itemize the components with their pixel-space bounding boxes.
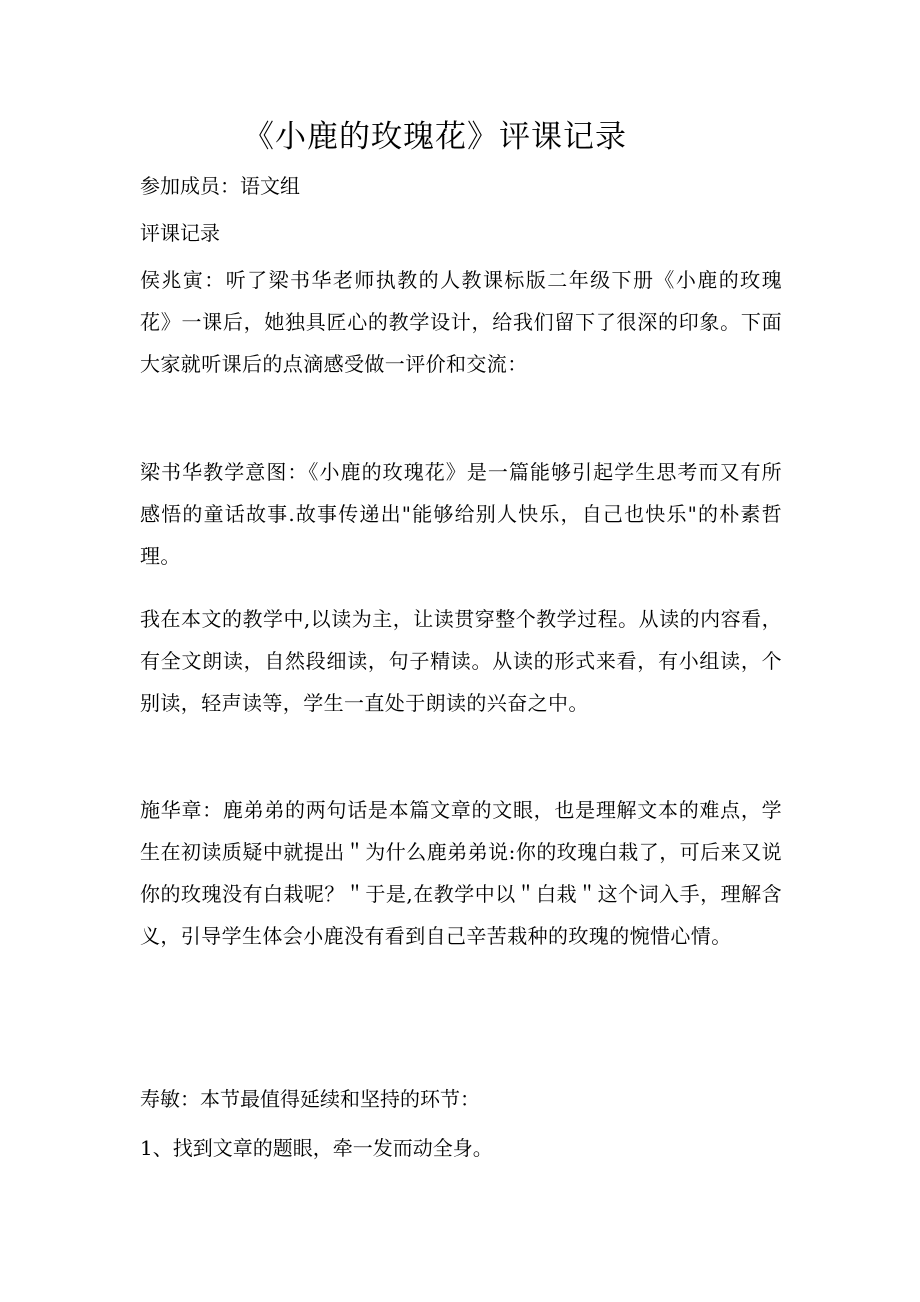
paragraph-liang-shuhua-intent: 梁书华教学意图：《小鹿的玫瑰花》是一篇能够引起学生思考而又有所感悟的童话故事.故事传递出"能够给别人快乐，自己也快乐"的朴素哲理。: [140, 460, 782, 568]
document-title: 《小鹿的玫瑰花》评课记录: [243, 119, 627, 155]
paragraph-shou-min: 寿敏：本节最值得延续和坚持的环节：: [140, 1087, 480, 1111]
paragraph-liang-shuhua-reading: 我在本文的教学中,以读为主，让读贯穿整个教学过程。从读的内容看，有全文朗读，自然段细读，句子精读。从读的形式来看，有小组读，个别读，轻声读等，学生一直处于朗读的兴奋之中。: [140, 607, 782, 715]
section-heading: 评课记录: [140, 221, 220, 245]
list-item-1: 1、找到文章的题眼，牵一发而动全身。: [140, 1136, 493, 1160]
paragraph-shi-huazhang: 施华章：鹿弟弟的两句话是本篇文章的文眼，也是理解文本的难点，学生在初读质疑中就提出＂为什么鹿弟弟说:你的玫瑰白栽了，可后来又说你的玫瑰没有白栽呢？＂于是,在教学中以＂白栽＂这个词入手，理解含义，引导学生体会小鹿没有看到自己辛苦栽种的玫瑰的惋惜心情。: [140, 798, 782, 948]
members-line: 参加成员：语文组: [140, 174, 300, 198]
paragraph-hou-zhaoyin: 侯兆寅：听了梁书华老师执教的人教课标版二年级下册《小鹿的玫瑰花》一课后，她独具匠心的教学设计，给我们留下了很深的印象。下面大家就听课后的点滴感受做一评价和交流：: [140, 268, 782, 376]
